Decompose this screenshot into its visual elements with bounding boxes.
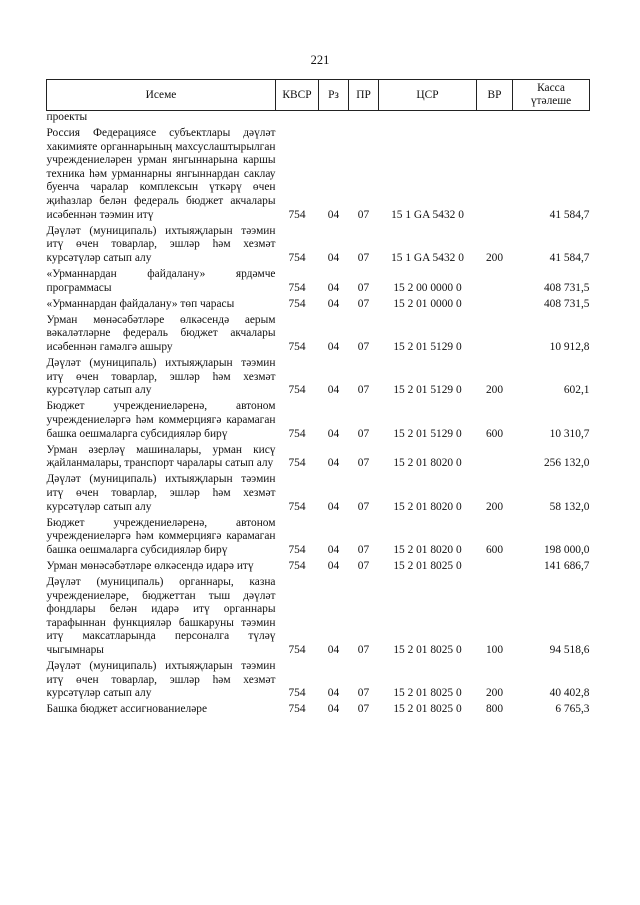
- cell-vr: 100: [485, 643, 504, 656]
- cell-amount: 408 731,5: [543, 281, 590, 294]
- cell-name: Дәүләт (муниципаль) ихтыяҗларын тәэмин итү өчен товарлар, эшләр һәм хезмәт курсәтүләр сатып алу: [46, 473, 276, 513]
- cell-csr: 15 1 GA 5432 0: [391, 208, 464, 221]
- cell-vr: [477, 298, 513, 314]
- cell-name: Урман мөнәсәбәтләре өлкәсендә аерым вәкаләтләрне федераль бюджет акчалары исәбеннән гамәлгә ашыру: [46, 313, 276, 353]
- cell-pr: 07: [357, 208, 370, 221]
- cell-pr: 07: [357, 543, 370, 556]
- table-row: [47, 357, 590, 400]
- cell-vr: [477, 268, 513, 298]
- cell-csr: 15 2 01 8020 0: [393, 543, 462, 556]
- cell-kvsr: 754: [288, 251, 306, 264]
- cell-rz: 04: [327, 643, 340, 656]
- table-row: [47, 660, 590, 703]
- cell-amount: 10 912,8: [549, 341, 590, 353]
- cell-amount: 41 584,7: [549, 251, 590, 264]
- cell-csr: 15 2 01 8025 0: [393, 687, 462, 700]
- cell-amount: 6 765,3: [555, 703, 590, 716]
- cell-vr: 200: [485, 500, 504, 513]
- cell-vr: [477, 560, 513, 576]
- cell-pr: 07: [357, 281, 370, 294]
- cell-name: Дәүләт (муниципаль) ихтыяҗларын тәэмин итү өчен товарлар, эшләр һәм хезмәт курсәтүләр сатып алу: [46, 660, 276, 700]
- cell-vr: 600: [485, 427, 504, 440]
- header-name: Исеме: [47, 80, 276, 111]
- cell-kvsr: 754: [288, 703, 306, 716]
- cell-pr: 07: [357, 341, 370, 353]
- cell-vr: [477, 111, 513, 128]
- cell-amount: 602,1: [563, 384, 590, 397]
- cell-pr: 07: [357, 500, 370, 513]
- cell-pr: 07: [357, 643, 370, 656]
- header-rz: Рз: [319, 80, 349, 111]
- cell-csr: 15 2 00 0000 0: [393, 281, 462, 294]
- cell-kvsr: 754: [288, 500, 306, 513]
- header-vr: ВР: [477, 80, 513, 111]
- cell-name: проекты: [46, 111, 88, 123]
- cell-kvsr: 754: [288, 543, 306, 556]
- header-csr: ЦСР: [379, 80, 477, 111]
- table-row: [47, 298, 590, 314]
- cell-rz: 04: [327, 297, 340, 310]
- cell-rz: 04: [327, 281, 340, 294]
- table-row: [47, 225, 590, 268]
- cell-amount: 41 584,7: [549, 208, 590, 221]
- cell-rz: 04: [327, 500, 340, 513]
- table-row: [47, 400, 590, 443]
- cell-kvsr: 754: [288, 341, 306, 353]
- cell-pr: 07: [357, 297, 370, 310]
- cell-amount: [513, 111, 590, 128]
- cell-csr: [379, 111, 477, 128]
- cell-kvsr: 754: [288, 427, 306, 440]
- table-row: [47, 111, 590, 128]
- cell-kvsr: 754: [288, 384, 306, 397]
- budget-table: [46, 79, 590, 719]
- cell-vr: 200: [485, 687, 504, 700]
- cell-rz: 04: [327, 341, 340, 353]
- cell-amount: 256 132,0: [543, 457, 590, 470]
- cell-pr: [349, 111, 379, 128]
- cell-csr: 15 2 01 8025 0: [393, 703, 462, 716]
- cell-csr: 15 2 01 5129 0: [393, 427, 462, 440]
- header-pr: ПР: [349, 80, 379, 111]
- page-number: 221: [310, 53, 330, 67]
- cell-rz: 04: [327, 208, 340, 221]
- cell-rz: [319, 111, 349, 128]
- cell-kvsr: 754: [288, 208, 306, 221]
- table-row: [47, 517, 590, 560]
- table-row: [47, 127, 590, 225]
- cell-amount: 10 310,7: [549, 427, 590, 440]
- cell-amount: 408 731,5: [543, 297, 590, 310]
- cell-amount: 58 132,0: [549, 500, 590, 513]
- cell-kvsr: 754: [288, 457, 306, 470]
- cell-pr: 07: [357, 427, 370, 440]
- cell-amount: 40 402,8: [549, 687, 590, 700]
- cell-vr: [477, 444, 513, 474]
- cell-vr: 600: [485, 543, 504, 556]
- cell-amount: 94 518,6: [549, 643, 590, 656]
- cell-vr: 800: [485, 703, 504, 716]
- cell-amount: 141 686,7: [543, 559, 590, 572]
- table-row: [47, 268, 590, 298]
- cell-pr: 07: [357, 251, 370, 264]
- cell-rz: 04: [327, 427, 340, 440]
- cell-rz: 04: [327, 457, 340, 470]
- cell-vr: 200: [485, 384, 504, 397]
- cell-rz: 04: [327, 703, 340, 716]
- cell-kvsr: [276, 111, 319, 128]
- table-row: [47, 314, 590, 357]
- cell-name: Урман әзерләү машиналары, урман кисү җайланмалары, транспорт чаралары сатып алу: [46, 443, 276, 470]
- header-row: [47, 80, 590, 111]
- cell-name: Дәүләт (муниципаль) ихтыяҗларын тәэмин итү өчен товарлар, эшләр һәм хезмәт курсәтүләр сатып алу: [46, 357, 276, 397]
- cell-rz: 04: [327, 687, 340, 700]
- cell-pr: 07: [357, 457, 370, 470]
- table-row: [47, 473, 590, 516]
- cell-vr: [477, 127, 513, 225]
- cell-pr: 07: [357, 687, 370, 700]
- cell-name: «Урманнардан файдалану» ярдәмче программасы: [46, 268, 276, 294]
- cell-kvsr: 754: [288, 687, 306, 700]
- header-kassa: [513, 80, 590, 111]
- header-kassa-line1: Касса: [537, 82, 565, 94]
- cell-name: Дәүләт (муниципаль) ихтыяҗларын тәэмин итү өчен товарлар, эшләр һәм хезмәт курсәтүләр сатып алу: [46, 224, 276, 264]
- cell-csr: 15 2 01 0000 0: [393, 297, 462, 310]
- cell-rz: 04: [327, 251, 340, 264]
- cell-vr: [477, 314, 513, 357]
- cell-csr: 15 2 01 5129 0: [393, 384, 462, 397]
- cell-kvsr: 754: [288, 281, 306, 294]
- cell-csr: 15 2 01 8025 0: [393, 559, 462, 572]
- cell-name: Башка бюджет ассигнованиеләре: [46, 703, 208, 716]
- table-row: [47, 560, 590, 576]
- cell-csr: 15 2 01 8025 0: [393, 643, 462, 656]
- cell-kvsr: 754: [288, 297, 306, 310]
- cell-rz: 04: [327, 559, 340, 572]
- cell-name: Россия Федерациясе субъектлары дәүләт хакимияте органнарының махсуслаштырылган учреждениеләрен урман янгыннарына каршы техника һәм урманнарны янгыннардан саклау буенча чаралар комплексын үткәрү өчен җиһазлар белән федераль бюджет акчалары исәбеннән тәэмин итү: [46, 127, 276, 221]
- cell-pr: 07: [357, 703, 370, 716]
- cell-kvsr: 754: [288, 559, 306, 572]
- cell-kvsr: 754: [288, 643, 306, 656]
- header-kassa-line2: үтәлеше: [530, 95, 572, 107]
- cell-vr: 200: [485, 251, 504, 264]
- cell-rz: 04: [327, 543, 340, 556]
- cell-csr: 15 2 01 8020 0: [393, 500, 462, 513]
- cell-csr: 15 2 01 5129 0: [393, 341, 462, 353]
- table-row: [47, 444, 590, 474]
- cell-pr: 07: [357, 384, 370, 397]
- cell-name: Дәүләт (муниципаль) органнары, казна учреждениеләре, бюджеттан тыш дәүләт фондлары белән идарә итү органнары тарафыннан функцияләр башкаруны тәэмин итү максатларында персоналга түләү чыгымнары: [46, 576, 276, 656]
- cell-name: Урман мөнәсәбәтләре өлкәсендә идарә итү: [46, 559, 254, 572]
- cell-csr: 15 2 01 8020 0: [393, 457, 462, 470]
- table-row: [47, 703, 590, 719]
- cell-csr: 15 1 GA 5432 0: [391, 251, 464, 264]
- table-row: [47, 576, 590, 660]
- header-kvsr: КВСР: [276, 80, 319, 111]
- cell-name: Бюджет учреждениеләренә, автоном учреждениеләргә һәм коммерциягә карамаган башка оешмаларга субсидияләр бирү: [46, 516, 276, 556]
- cell-pr: 07: [357, 559, 370, 572]
- cell-rz: 04: [327, 384, 340, 397]
- cell-name: «Урманнардан файдалану» төп чарасы: [46, 297, 235, 310]
- cell-amount: 198 000,0: [543, 543, 590, 556]
- cell-name: Бюджет учреждениеләренә, автоном учреждениеләргә һәм коммерциягә карамаган башка оешмаларга субсидияләр бирү: [46, 400, 276, 440]
